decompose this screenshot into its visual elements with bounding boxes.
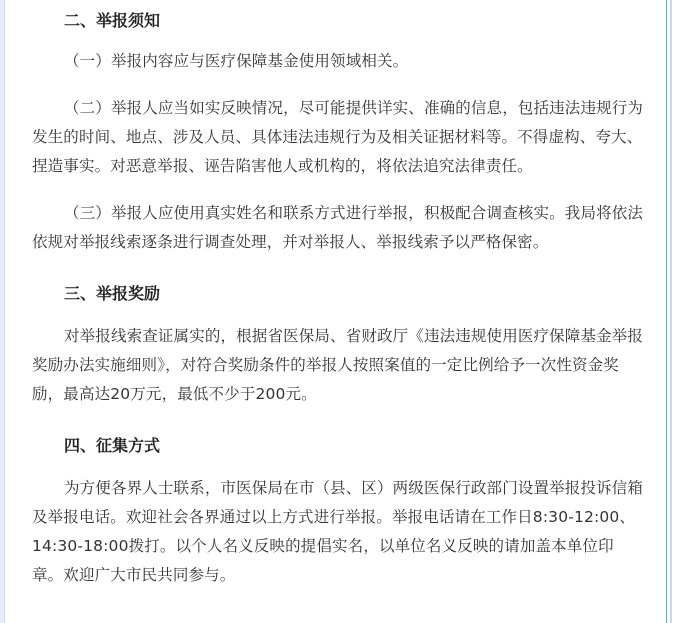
right-border <box>666 0 677 623</box>
section-heading-reward: 三、举报奖励 <box>64 284 161 303</box>
paragraph-reward-1: 对举报线索查证属实的，根据省医保局、省财政厅《违法违规使用医疗保障基金举报奖励办法实施细则》，对符合奖励条件的举报人按照案值的一定比例给予一次性资金奖励，最高达20万元，最低不少于200元。 <box>32 327 644 403</box>
paragraph-notice-2: （二）举报人应当如实反映情况，尽可能提供详实、准确的信息，包括违法违规行为发生的时间、地点、涉及人员、具体违法违规行为及相关证据材料等。不得虚构、夸大、捏造事实。对恶意举报、诬告陷害他人或机构的，将依法追究法律责任。 <box>32 99 644 175</box>
section-heading-notice: 二、举报须知 <box>64 11 161 30</box>
paragraph-notice-1: （一）举报内容应与医疗保障基金使用领域相关。 <box>64 52 409 70</box>
article-body <box>32 0 644 590</box>
section-heading-collection: 四、征集方式 <box>64 436 161 455</box>
paragraph-notice-3: （三）举报人应使用真实姓名和联系方式进行举报，积极配合调查核实。我局将依法依规对举报线索逐条进行调查处理，并对举报人、举报线索予以严格保密。 <box>32 204 644 251</box>
paragraph-collection-1: 为方便各界人士联系，市医保局在市（县、区）两级医保行政部门设置举报投诉信箱及举报电话。欢迎社会各界通过以上方式进行举报。举报电话请在工作日8:30-12:00、14:30-18:00拨打。以个人名义反映的提倡实名，以单位名义反映的请加盖本单位印章。欢迎广大市民共同参与。 <box>32 479 644 584</box>
left-border <box>0 0 5 623</box>
